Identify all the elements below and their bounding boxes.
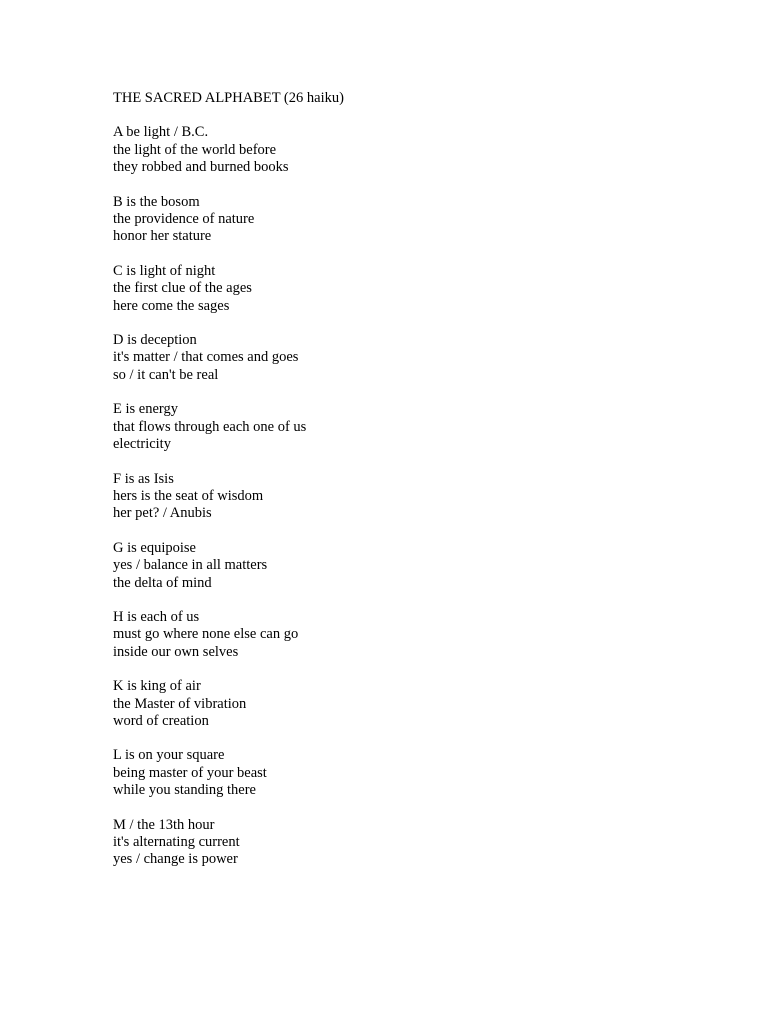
haiku-line: inside our own selves	[113, 643, 239, 660]
haiku-line: D is deception	[113, 332, 197, 349]
haiku-line: her pet? / Anubis	[113, 505, 212, 522]
haiku-line: E is energy	[113, 401, 178, 418]
haiku-line: F is as Isis	[113, 470, 174, 487]
haiku-line: L is on your square	[113, 747, 225, 764]
haiku-d	[113, 332, 713, 384]
haiku-m	[113, 817, 713, 869]
haiku-h	[113, 609, 713, 661]
haiku-line: electricity	[113, 436, 171, 453]
haiku-line: honor her stature	[113, 228, 212, 245]
haiku-line: M / the 13th hour	[113, 816, 215, 833]
haiku-g	[113, 540, 713, 592]
haiku-line: it's matter / that comes and goes	[113, 349, 299, 366]
haiku-b	[113, 194, 713, 246]
haiku-line: so / it can't be real	[113, 366, 219, 383]
haiku-line: while you standing there	[113, 782, 256, 799]
haiku-line: the Master of vibration	[113, 695, 247, 712]
haiku-line: yes / change is power	[113, 851, 238, 868]
haiku-line: the first clue of the ages	[113, 280, 252, 297]
haiku-line: G is equipoise	[113, 539, 196, 556]
haiku-line: A be light / B.C.	[113, 124, 209, 141]
document-title: THE SACRED ALPHABET (26 haiku)	[113, 90, 344, 106]
haiku-f	[113, 471, 713, 523]
haiku-line: word of creation	[113, 712, 209, 729]
haiku-line: hers is the seat of wisdom	[113, 487, 264, 504]
haiku-line: the light of the world before	[113, 141, 277, 158]
haiku-k	[113, 678, 713, 730]
haiku-line: being master of your beast	[113, 764, 267, 781]
haiku-line: must go where none else can go	[113, 626, 299, 643]
haiku-line: H is each of us	[113, 608, 200, 625]
haiku-line: it's alternating current	[113, 834, 240, 850]
haiku-line: here come the sages	[113, 297, 230, 314]
document-page	[113, 90, 713, 886]
haiku-l	[113, 747, 713, 799]
haiku-line: that flows through each one of us	[113, 418, 307, 435]
haiku-line: yes / balance in all matters	[113, 557, 268, 574]
haiku-line: the delta of mind	[113, 574, 212, 591]
haiku-c	[113, 263, 713, 315]
haiku-e	[113, 401, 713, 453]
haiku-line: the providence of nature	[113, 211, 255, 228]
haiku-line: C is light of night	[113, 262, 216, 279]
haiku-a	[113, 124, 713, 176]
haiku-line: B is the bosom	[113, 193, 200, 210]
haiku-line: K is king of air	[113, 678, 201, 695]
haiku-line: they robbed and burned books	[113, 159, 289, 176]
